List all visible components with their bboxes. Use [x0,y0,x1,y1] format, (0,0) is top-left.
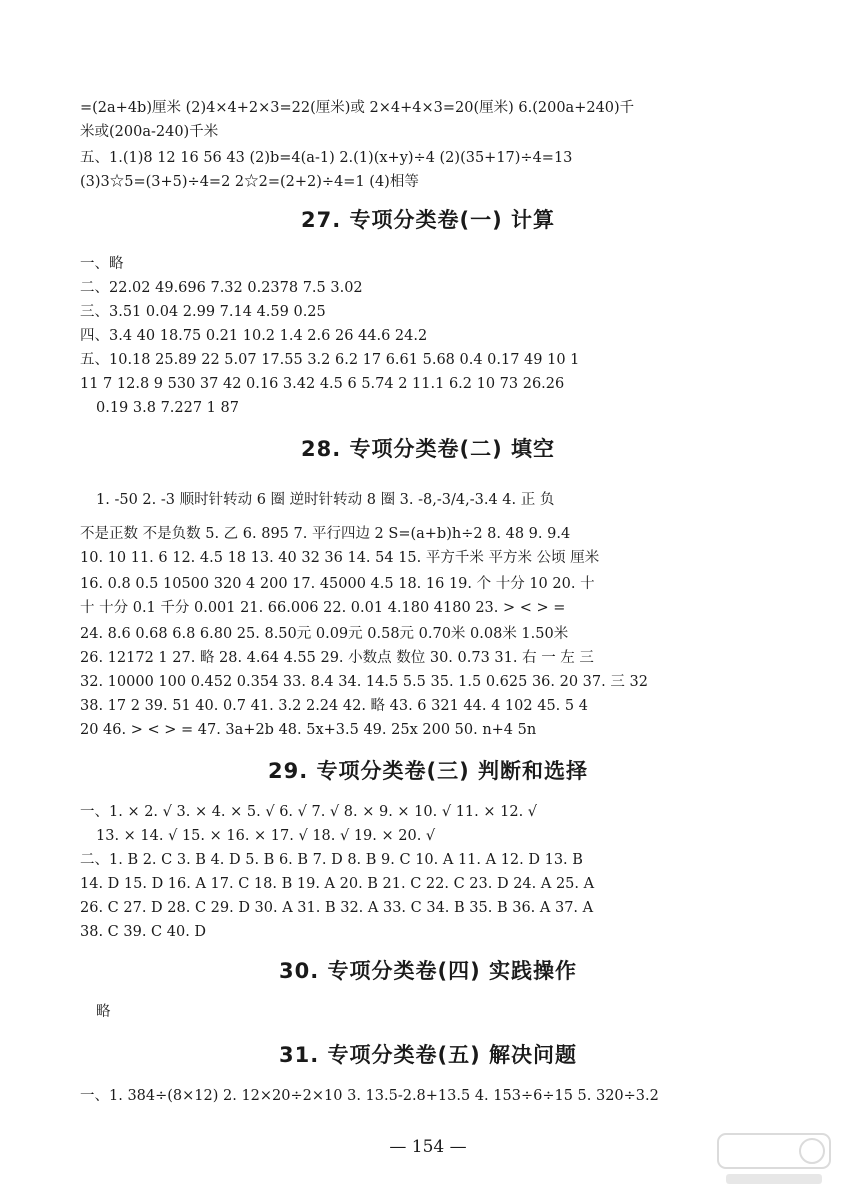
answer-line: 略 [96,1004,111,1020]
answer-line: 13. × 14. √ 15. × 16. × 17. √ 18. √ 19. × 20. √ [96,828,436,844]
page-number: — 154 — [389,1137,467,1157]
answer-line: 一、1. 384÷(8×12) 2. 12×20÷2×10 3. 13.5-2.8+13.5 4. 153÷6÷15 5. 320÷3.2 [80,1088,659,1104]
answer-line: 1. -50 2. -3 顺时针转动 6 圈 逆时针转动 8 圈 3. -8,-3/4,-3.4 4. 正 负 [96,492,555,508]
answer-line: 不是正数 不是负数 5. 乙 6. 895 7. 平行四边 2 S=(a+b)h÷2 8. 48 9. 9.4 [80,526,571,542]
answer-line: 二、1. B 2. C 3. B 4. D 5. B 6. B 7. D 8. B 9. C 10. A 11. A 12. D 13. B [80,852,583,868]
answer-line: 16. 0.8 0.5 10500 320 4 200 17. 45000 4.5 18. 16 19. 个 十分 10 20. 十 [80,576,595,592]
answer-line: 26. C 27. D 28. C 29. D 30. A 31. B 32. A 33. C 34. B 35. B 36. A 37. A [80,900,594,916]
answer-line: 11 7 12.8 9 530 37 42 0.16 3.42 4.5 6 5.74 2 11.1 6.2 10 73 26.26 [80,376,565,392]
answer-line: 五、10.18 25.89 22 5.07 17.55 3.2 6.2 17 6.61 5.68 0.4 0.17 49 10 1 [80,352,580,368]
answer-line: 14. D 15. D 16. A 17. C 18. B 19. A 20. B 21. C 22. C 23. D 24. A 25. A [80,876,595,892]
answer-line: 20 46. > < > = 47. 3a+2b 48. 5x+3.5 49. 25x 200 50. n+4 5n [80,722,537,738]
answer-line: 三、3.51 0.04 2.99 7.14 4.59 0.25 [80,304,326,320]
answer-line: 32. 10000 100 0.452 0.354 33. 8.4 34. 14.5 5.5 35. 1.5 0.625 36. 20 37. 三 32 [80,674,648,690]
answer-line: 26. 12172 1 27. 略 28. 4.64 4.55 29. 小数点 数位 30. 0.73 31. 右 一 左 三 [80,650,594,666]
section-heading-28: 28. 专项分类卷(二) 填空 [300,437,556,461]
answer-line: 四、3.4 40 18.75 0.21 10.2 1.4 2.6 26 44.6 24.2 [80,328,428,344]
answer-line: 米或(200a-240)千米 [80,124,219,140]
answer-line: 0.19 3.8 7.227 1 87 [96,400,239,416]
answer-line: 10. 10 11. 6 12. 4.5 18 13. 40 32 36 14. 54 15. 平方千米 平方米 公顷 厘米 [80,550,600,566]
answer-line: 38. 17 2 39. 51 40. 0.7 41. 3.2 2.24 42. 略 43. 6 321 44. 4 102 45. 5 4 [80,698,588,714]
answer-line: 24. 8.6 0.68 6.8 6.80 25. 8.50元 0.09元 0.58元 0.70米 0.08米 1.50米 [80,626,569,642]
answer-line: (3)3☆5=(3+5)÷4=2 2☆2=(2+2)÷4=1 (4)相等 [80,174,419,190]
answer-line: 二、22.02 49.696 7.32 0.2378 7.5 3.02 [80,280,363,296]
watermark-logo [714,1130,834,1190]
answer-line: 一、略 [80,256,124,272]
section-heading-27: 27. 专项分类卷(一) 计算 [300,208,556,232]
section-heading-29: 29. 专项分类卷(三) 判断和选择 [267,759,589,783]
answer-line: 五、1.(1)8 12 16 56 43 (2)b=4(a-1) 2.(1)(x+y)÷4 (2)(35+17)÷4=13 [80,150,573,166]
answer-line: 38. C 39. C 40. D [80,924,207,940]
section-heading-30: 30. 专项分类卷(四) 实践操作 [278,959,578,983]
section-heading-31: 31. 专项分类卷(五) 解决问题 [278,1043,578,1067]
answer-line: =(2a+4b)厘米 (2)4×4+2×3=22(厘米)或 2×4+4×3=20(厘米) 6.(200a+240)千 [80,100,635,116]
answer-line: 十 十分 0.1 千分 0.001 21. 66.006 22. 0.01 4.180 4180 23. > < > = [80,600,566,616]
answer-line: 一、1. × 2. √ 3. × 4. × 5. √ 6. √ 7. √ 8. × 9. × 10. √ 11. × 12. √ [80,804,538,820]
